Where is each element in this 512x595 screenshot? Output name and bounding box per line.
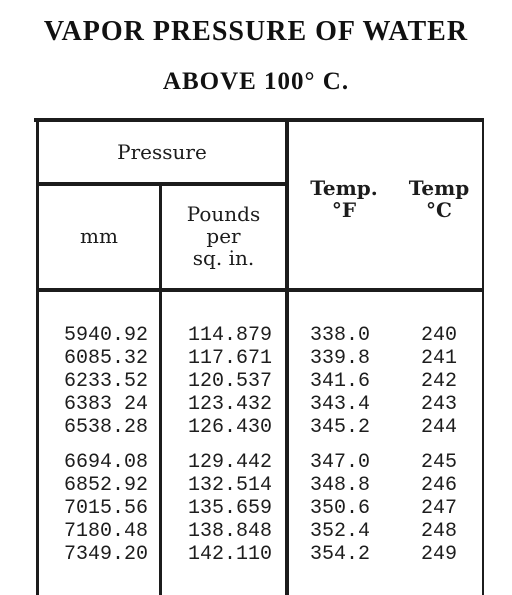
cell-temp-f: 345.2 <box>309 416 370 439</box>
cell-mm: 7015.56 <box>63 497 148 520</box>
cell-pounds: 138.848 <box>187 520 272 543</box>
cell-temp-c: 246 <box>420 474 457 497</box>
column-mm <box>48 324 148 578</box>
table-left-rule <box>36 118 39 595</box>
cell-pounds: 120.537 <box>187 370 272 393</box>
pressure-divider-rule <box>36 182 288 186</box>
cell-pounds: 132.514 <box>187 474 272 497</box>
header-mm: mm <box>80 224 118 248</box>
row-group <box>48 451 148 566</box>
cell-pounds: 142.110 <box>187 543 272 566</box>
cell-pounds: 129.442 <box>187 451 272 474</box>
table-right-rule <box>482 118 484 595</box>
header-pounds <box>162 203 285 269</box>
cell-temp-f: 354.2 <box>309 543 370 566</box>
cell-temp-f: 338.0 <box>309 324 370 347</box>
header-temp-c-line2: °C <box>426 198 452 222</box>
header-pressure: Pressure <box>117 140 207 164</box>
cell-mm: 6852.92 <box>63 474 148 497</box>
row-group <box>414 324 464 439</box>
cell-temp-c: 243 <box>420 393 457 416</box>
cell-temp-f: 352.4 <box>309 520 370 543</box>
cell-temp-c: 240 <box>420 324 457 347</box>
header-temp-f-line1: Temp. <box>310 176 378 200</box>
row-group <box>298 451 370 566</box>
row-group <box>172 324 272 439</box>
column-pounds <box>172 324 272 578</box>
header-temp-c-line1: Temp <box>408 176 470 200</box>
cell-mm: 6085.32 <box>63 347 148 370</box>
cell-pounds: 126.430 <box>187 416 272 439</box>
cell-mm: 6538.28 <box>63 416 148 439</box>
cell-temp-c: 242 <box>420 370 457 393</box>
cell-temp-c: 247 <box>420 497 457 520</box>
cell-temp-f: 341.6 <box>309 370 370 393</box>
row-group <box>172 451 272 566</box>
header-pounds-line1: Pounds <box>186 202 261 226</box>
page-subtitle: ABOVE 100° C. <box>162 68 350 95</box>
column-temp-c <box>414 324 464 578</box>
cell-temp-f: 347.0 <box>309 451 370 474</box>
cell-temp-c: 245 <box>420 451 457 474</box>
cell-temp-c: 249 <box>420 543 457 566</box>
cell-pounds: 123.432 <box>187 393 272 416</box>
cell-temp-f: 339.8 <box>309 347 370 370</box>
cell-mm: 6694.08 <box>63 451 148 474</box>
cell-temp-f: 348.8 <box>309 474 370 497</box>
table-top-rule <box>34 118 484 122</box>
header-temp-f <box>289 177 399 221</box>
cell-mm: 6233.52 <box>63 370 148 393</box>
cell-temp-c: 248 <box>420 520 457 543</box>
header-bottom-rule <box>36 288 484 292</box>
cell-temp-c: 241 <box>420 347 457 370</box>
cell-mm: 7180.48 <box>63 520 148 543</box>
header-pounds-line2: per <box>206 224 241 248</box>
cell-temp-f: 343.4 <box>309 393 370 416</box>
cell-mm: 6383 24 <box>63 393 148 416</box>
cell-pounds: 135.659 <box>187 497 272 520</box>
row-group <box>48 324 148 439</box>
row-group <box>414 451 464 566</box>
header-temp-c <box>396 177 482 221</box>
cell-temp-c: 244 <box>420 416 457 439</box>
header-temp-f-line2: °F <box>331 198 357 222</box>
cell-mm: 7349.20 <box>63 543 148 566</box>
cell-pounds: 114.879 <box>187 324 272 347</box>
header-pounds-line3: sq. in. <box>192 246 255 270</box>
row-group <box>298 324 370 439</box>
page-title: VAPOR PRESSURE OF WATER <box>43 16 469 47</box>
cell-temp-f: 350.6 <box>309 497 370 520</box>
cell-mm: 5940.92 <box>63 324 148 347</box>
column-temp-f <box>298 324 370 578</box>
cell-pounds: 117.671 <box>187 347 272 370</box>
